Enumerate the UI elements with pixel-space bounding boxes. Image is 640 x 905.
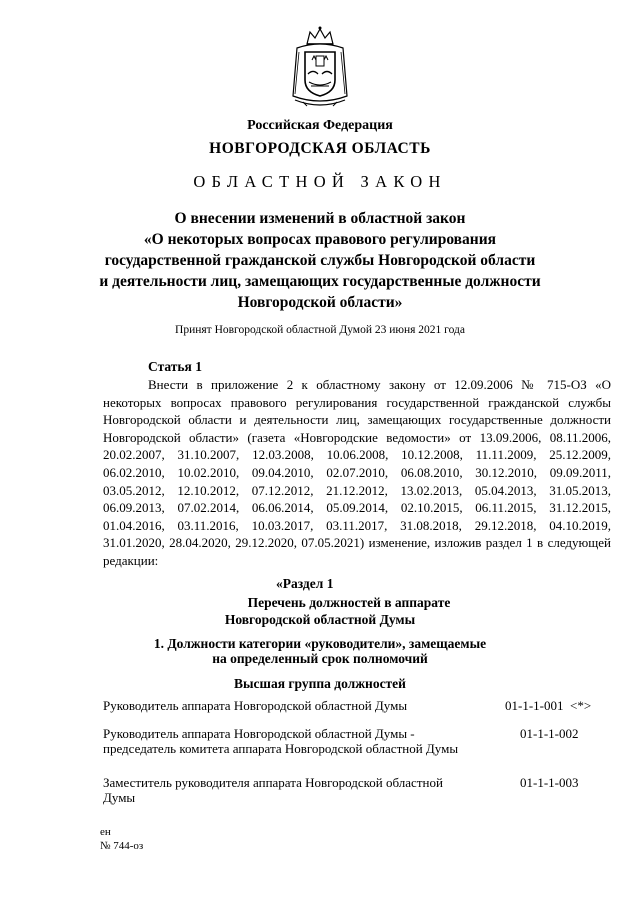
region-name: НОВГОРОДСКАЯ ОБЛАСТЬ xyxy=(209,140,431,157)
footer-law-number: № 744-оз xyxy=(100,840,144,852)
section-title-line: Новгородской областной Думы xyxy=(224,612,416,627)
law-type: ОБЛАСТНОЙ ЗАКОН xyxy=(193,172,447,191)
position-code: 01-1-1-001 <*> xyxy=(505,698,592,713)
position-name: Руководитель аппарата Новгородской областной Думы - председатель комитета аппарата Новгородской областной Думы xyxy=(103,726,459,756)
law-title-line: «О некоторых вопросах правового регулирования xyxy=(143,231,497,248)
law-title-line: и деятельности лиц, замещающих государственные должности xyxy=(99,273,541,290)
position-code: 01-1-1-002 xyxy=(520,726,579,741)
category-line: 1. Должности категории «руководители», замещаемые xyxy=(153,636,487,651)
group-heading: Высшая группа должностей xyxy=(234,676,406,691)
category-heading xyxy=(0,636,640,666)
law-title xyxy=(0,208,640,313)
section-title-line: Перечень должностей в аппарате xyxy=(247,595,451,610)
coat-of-arms-icon xyxy=(285,26,355,110)
law-title-line: Новгородской области» xyxy=(237,294,403,311)
position-name: Заместитель руководителя аппарата Новгородской областной Думы xyxy=(103,775,443,805)
section-label: «Раздел 1 xyxy=(276,576,334,591)
adoption-note: Принят Новгородской областной Думой 23 июня 2021 года xyxy=(175,324,465,336)
law-title-line: О внесении изменений в областной закон xyxy=(174,210,466,227)
position-code: 01-1-1-003 xyxy=(520,775,579,790)
position-name: Руководитель аппарата Новгородской областной Думы xyxy=(103,698,408,713)
category-line: на определенный срок полномочий xyxy=(212,651,428,666)
country-name: Российская Федерация xyxy=(247,118,393,133)
section-title xyxy=(0,594,640,628)
law-title-line: государственной гражданской службы Новгородской области xyxy=(104,252,536,269)
footer-initials: ен xyxy=(100,826,111,838)
article-heading: Статья 1 xyxy=(148,359,202,374)
article-text: Внести в приложение 2 к областному закону от 12.09.2006 № 715-ОЗ «О некоторых вопросах правового регулирования государственной гражданской службы Новгородской области и деятельности лиц, замещающих государственные должности Новгородской области» (газета «Новгородские ведомости» от 13.09.2006, 08.11.2006, 20.02.2007, 31.10.2007, 12.03.2008, 10.06.2008, 10.12.2008, 11.11.2009, 25.12.2009, 06.02.2010, 10.02.2010, 09.04.2010, 02.07.2010, 06.08.2010, 30.12.2010, 09.09.2011, 03.05.2012, 12.10.2012, 07.12.2012, 21.12.2012, 13.02.2013, 05.04.2013, 31.05.2013, 06.09.2013, 07.02.2014, 06.06.2014, 05.09.2014, 02.10.2015, 06.11.2015, 31.12.2015, 01.04.2016, 03.11.2016, 10.03.2017, 03.11.2017, 31.08.2018, 29.12.2018, 04.10.2019, 31.01.2020, 28.04.2020, 29.12.2020, 07.05.2021) изменение, изложив раздел 1 в следующей редакции: xyxy=(103,377,611,568)
